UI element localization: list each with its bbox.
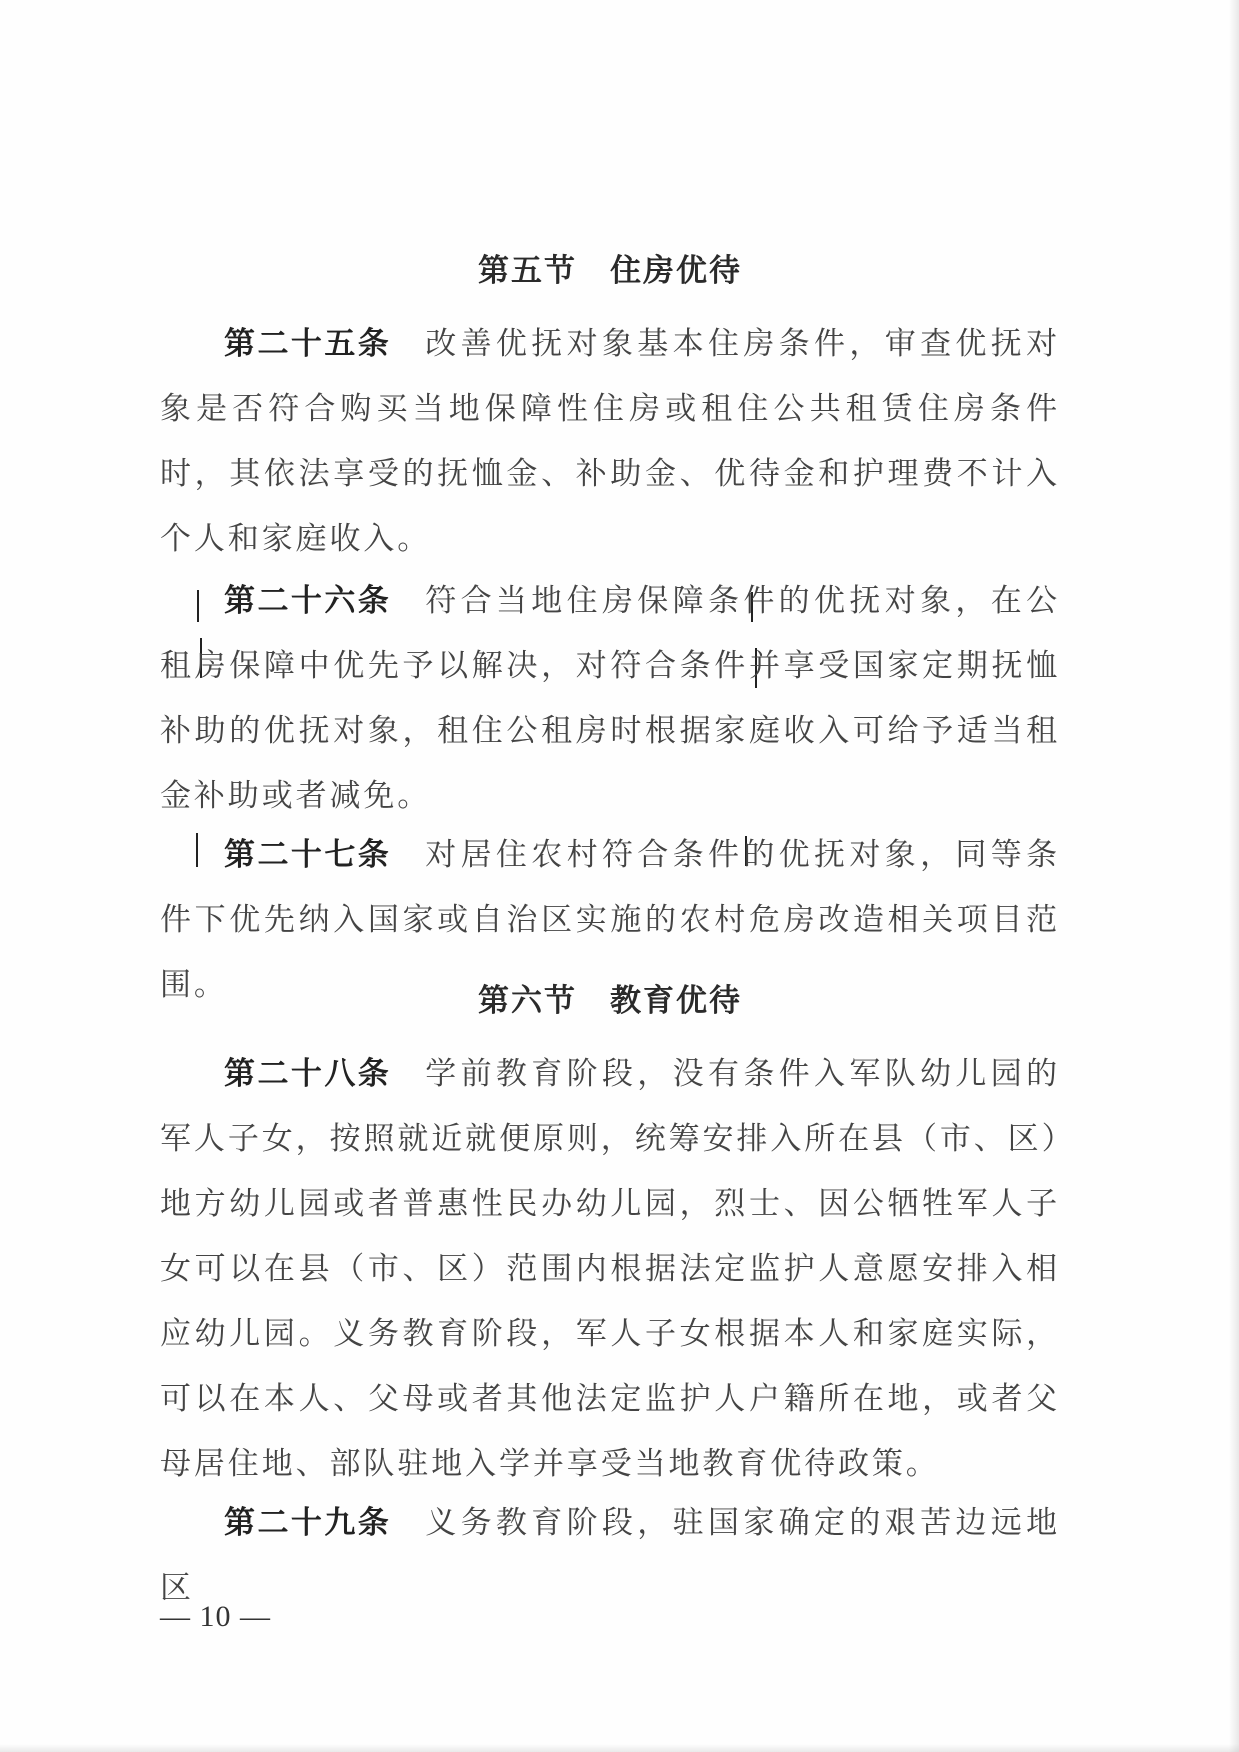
article-29 — [160, 1491, 1060, 1621]
page-edge-shadow-bottom — [0, 1744, 1239, 1752]
article-text: 改善优抚对象基本住房条件，审查优抚对象是否符合购买当地保障性住房或租住公共租赁住房条件时，其依法享受的抚恤金、补助金、优待金和护理费不计入个人和家庭收入。 — [160, 326, 1061, 557]
page-edge-shadow-right — [1229, 0, 1239, 1752]
article-number: 第二十九条 — [224, 1505, 392, 1541]
article-text: 符合当地住房保障条件的优抚对象，在公租房保障中优先予以解决，对符合条件并享受国家定期抚恤补助的优抚对象，租住公租房时根据家庭收入可给予适当租金补助或者减免。 — [160, 583, 1061, 814]
article-text: 义务教育阶段，驻国家确定的艰苦边远地区 — [160, 1505, 1061, 1606]
article-number: 第二十八条 — [224, 1056, 392, 1092]
article-text: 对居住农村符合条件的优抚对象，同等条件下优先纳入国家或自治区实施的农村危房改造相关项目范围。 — [160, 837, 1061, 1003]
section-title-education: 第六节 教育优待 — [478, 983, 742, 1019]
article-26 — [160, 569, 1060, 829]
article-text: 学前教育阶段，没有条件入军队幼儿园的军人子女，按照就近就便原则，统筹安排入所在县（市、区）地方幼儿园或者普惠性民办幼儿园，烈士、因公牺牲军人子女可以在县（市、区）范围内根据法定监护人意愿安排入相应幼儿园。义务教育阶段，军人子女根据本人和家庭实际，可以在本人、父母或者其他法定监护人户籍所在地，或者父母居住地、部队驻地入学并享受当地教育优待政策。 — [160, 1056, 1061, 1482]
article-number: 第二十六条 — [224, 583, 392, 619]
article-25 — [160, 312, 1060, 572]
page-number: — 10 — — [160, 1600, 271, 1633]
article-28 — [160, 1042, 1060, 1497]
article-number: 第二十七条 — [224, 837, 392, 873]
article-number: 第二十五条 — [224, 326, 392, 362]
section-title-housing: 第五节 住房优待 — [478, 253, 742, 289]
